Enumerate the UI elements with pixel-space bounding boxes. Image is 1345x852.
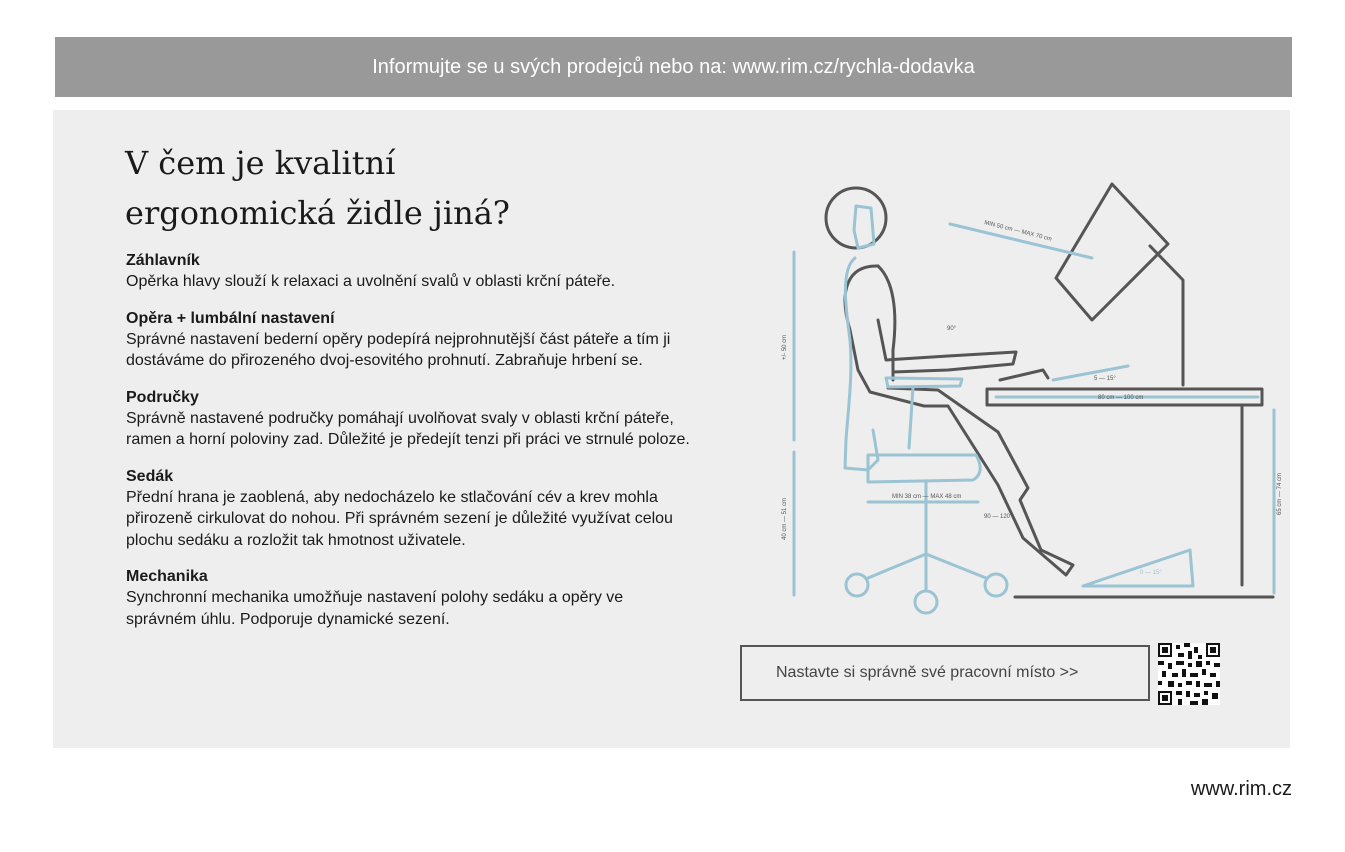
page-title: [125, 138, 510, 238]
headrest-outline: [854, 206, 874, 248]
section-body: Opěrka hlavy slouží k relaxaci a uvolnění svalů v oblasti krční páteře.: [126, 273, 616, 290]
title-line-2: ergonomická židle jiná?: [125, 194, 510, 232]
feature-sections: [126, 250, 696, 645]
label-screen-distance: MIN 50 cm — MAX 70 cm: [983, 220, 1053, 243]
section-armrests: [126, 387, 696, 451]
label-knee-angle: 90 — 120°: [984, 514, 1013, 520]
section-body: Synchronní mechanika umožňuje nastavení polohy sedáku a opěry ve správném úhlu. Podporuje dynamické sezení.: [126, 589, 624, 628]
label-seat-height: 40 cm — 51 cm: [782, 497, 788, 540]
footer-url[interactable]: www.rim.cz: [1190, 778, 1292, 800]
monitor-stand: [1150, 246, 1183, 385]
label-seat-depth: MIN 38 cm — MAX 48 cm: [892, 494, 962, 500]
cta-label: Nastavte si správně své pracovní místo >>: [776, 664, 1079, 681]
ergonomics-diagram: [728, 170, 1283, 620]
section-body: Správné nastavení bederní opěry podepírá nejprohnutější část páteře a tím ji dostáváme do přirozeného dvoj-esovitého prohnutí. Zabraňuje hrbení se.: [126, 330, 671, 369]
label-keyboard-tilt: 5 — 15°: [1094, 376, 1116, 382]
label-footrest-tilt: 0 — 15°: [1140, 570, 1162, 576]
section-body: Přední hrana je zaoblená, aby nedocházelo ke stlačování cév a krev mohla přirozeně cirkulovat do nohou. Při správném sezení je důležité využívat celou plochu sedáku a rozložit tak hmotnost uživatele.: [126, 488, 673, 549]
keyboard-outline: [1000, 370, 1048, 380]
armrest-support: [909, 387, 913, 448]
body-outline: [845, 266, 1073, 575]
chair-base: [868, 554, 986, 590]
section-body: Správně nastavené područky pomáhají uvolňovat svaly v oblasti krční páteře, ramen a horní poloviny zad. Důležité je předejít tenzi při práci ve strnulé poloze.: [126, 409, 690, 448]
section-heading: Mechanika: [126, 568, 208, 585]
workplace-setup-link[interactable]: [740, 645, 1150, 701]
chair-wheel-center: [915, 591, 937, 613]
banner-text: Informujte se u svých prodejců nebo na: www.rim.cz/rychla-dodavka: [372, 55, 975, 78]
chair-wheel-right: [985, 574, 1007, 596]
content-panel: [53, 110, 1290, 748]
top-banner: [55, 37, 1292, 97]
armrest-outline: [886, 378, 962, 387]
label-desk-depth: 80 cm — 100 cm: [1098, 395, 1144, 401]
seat-outline: [868, 455, 980, 482]
footrest-outline: [1083, 550, 1193, 586]
section-mechanism: [126, 566, 696, 630]
section-heading: Sedák: [126, 467, 174, 485]
backrest-outline: [845, 258, 878, 470]
section-heading: Opěra + lumbální nastavení: [126, 309, 335, 327]
section-heading: Záhlavník: [126, 252, 200, 269]
section-seat: [126, 466, 696, 552]
keyboard-tilt-line: [1053, 366, 1128, 380]
label-desk-height: 65 cm — 74 cm: [1277, 472, 1283, 515]
section-headrest: [126, 250, 696, 293]
label-backrest-height: +/- 50 cm: [782, 334, 788, 360]
section-backrest: [126, 308, 696, 372]
back-outline: [878, 266, 895, 380]
chair-wheel-left: [846, 574, 868, 596]
label-elbow-angle: 90°: [947, 326, 957, 332]
qr-code-icon[interactable]: [1158, 643, 1220, 705]
section-heading: Područky: [126, 388, 199, 406]
title-line-1: V čem je kvalitní: [125, 144, 396, 182]
